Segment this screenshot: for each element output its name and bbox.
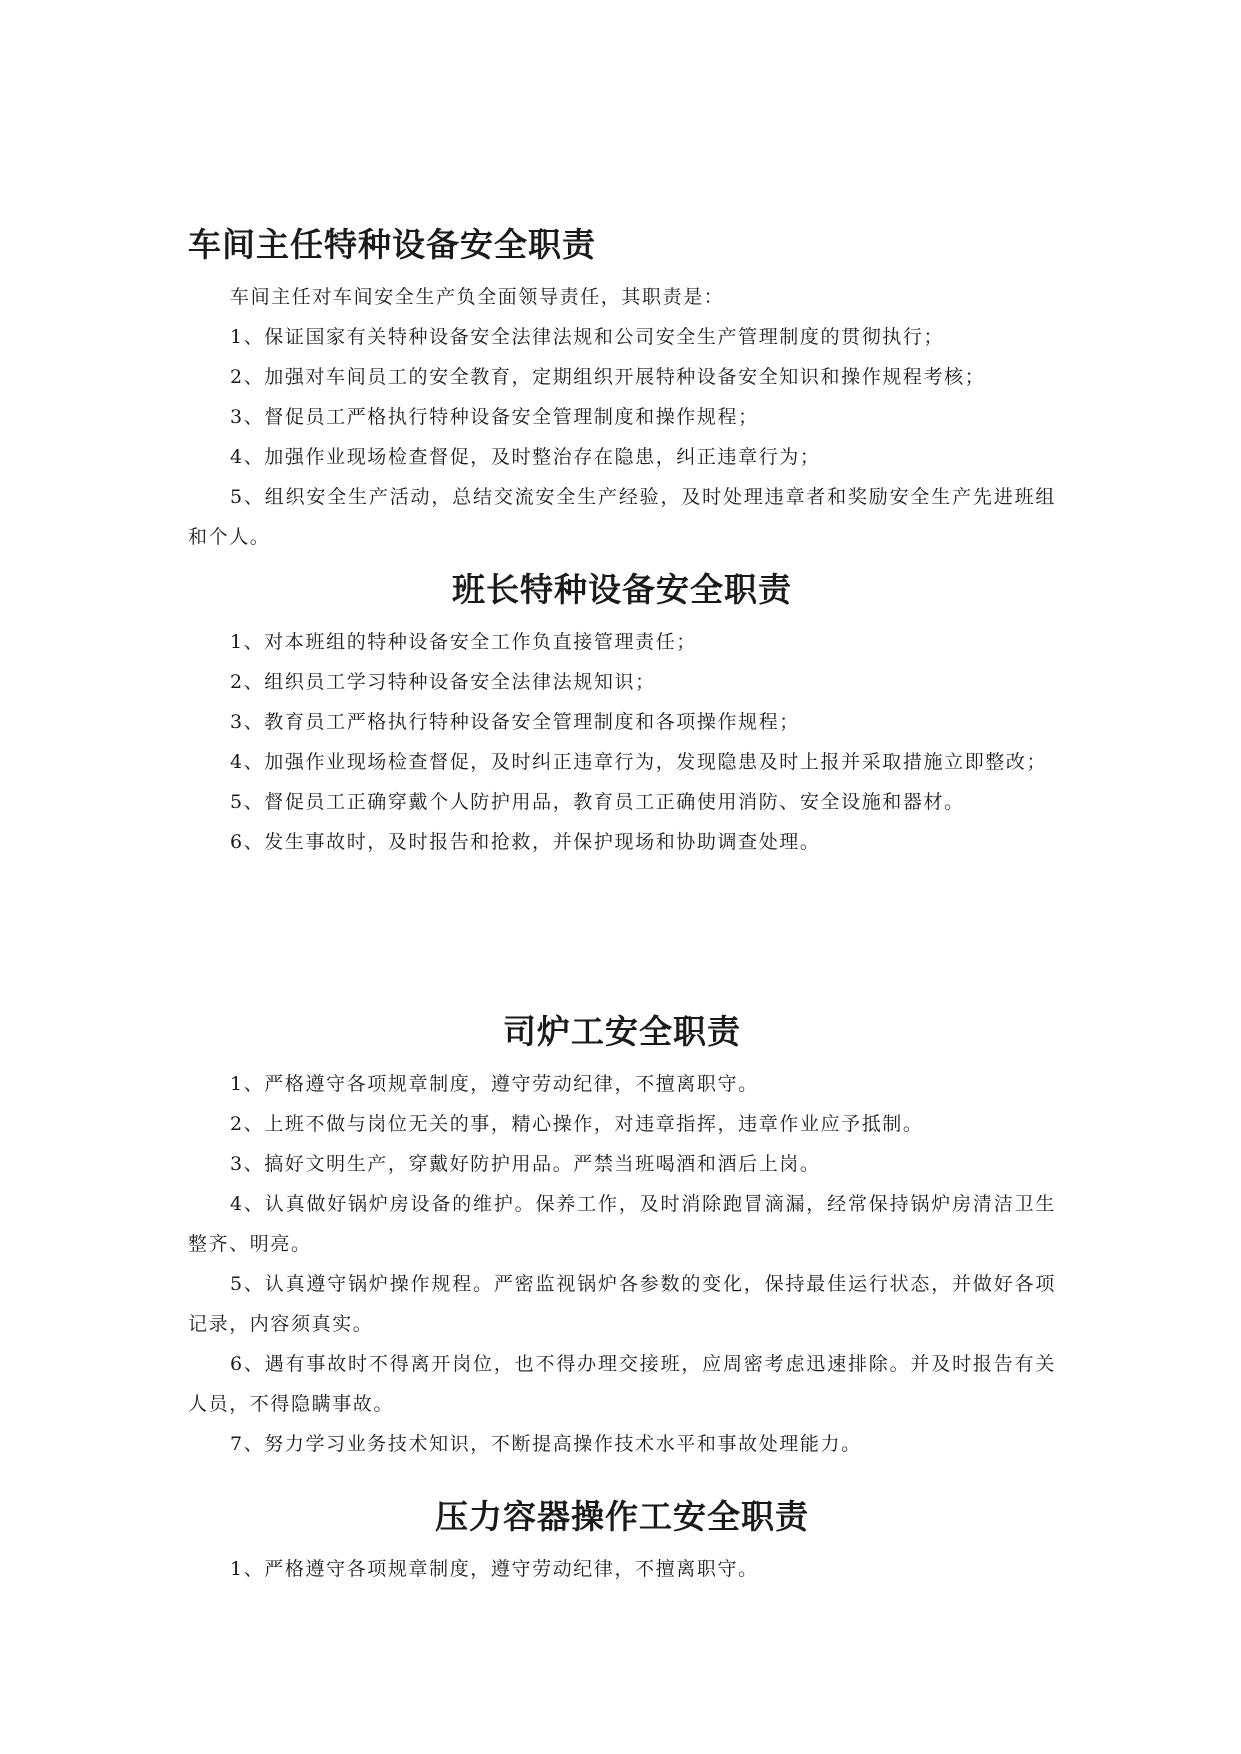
section-title: 司炉工安全职责 [503,1012,741,1051]
paragraph: 4、认真做好锅炉房设备的维护。保养工作，及时消除跑冒滴漏，经常保持锅炉房清洁卫生整齐、明亮。 [188,1193,1056,1255]
paragraph: 2、上班不做与岗位无关的事，精心操作，对违章指挥，违章作业应予抵制。 [230,1113,924,1135]
section-workshop-director [188,223,1056,557]
section-title: 班长特种设备安全职责 [452,570,792,609]
paragraph: 6、遇有事故时不得离开岗位，也不得办理交接班，应周密考虑迅速排除。并及时报告有关人员，不得隐瞒事故。 [188,1353,1056,1415]
paragraph: 4、加强作业现场检查督促，及时整治存在隐患，纠正违章行为； [230,446,821,468]
section-pressure-vessel-operator [188,1495,1056,1589]
paragraph: 5、认真遵守锅炉操作规程。严密监视锅炉各参数的变化，保持最佳运行状态，并做好各项记录，内容须真实。 [188,1273,1056,1335]
paragraph: 2、组织员工学习特种设备安全法律法规知识； [230,671,656,693]
paragraph: 1、保证国家有关特种设备安全法律法规和公司安全生产管理制度的贯彻执行； [230,326,945,348]
paragraph: 5、督促员工正确穿戴个人防护用品，教育员工正确使用消防、安全设施和器材。 [230,791,965,813]
section-title: 车间主任特种设备安全职责 [188,225,596,264]
paragraph: 3、搞好文明生产，穿戴好防护用品。严禁当班喝酒和酒后上岗。 [230,1153,821,1175]
paragraph: 4、加强作业现场检查督促，及时纠正违章行为，发现隐患及时上报并采取措施立即整改； [230,751,1048,773]
paragraph: 7、努力学习业务技术知识，不断提高操作技术水平和事故处理能力。 [230,1433,862,1455]
section-team-leader [188,568,1056,862]
paragraph: 1、对本班组的特种设备安全工作负直接管理责任； [230,631,697,653]
paragraph: 车间主任对车间安全生产负全面领导责任，其职责是： [230,286,725,308]
paragraph: 3、督促员工严格执行特种设备安全管理制度和操作规程； [230,406,759,428]
paragraph: 1、严格遵守各项规章制度，遵守劳动纪律，不擅离职守。 [230,1073,759,1095]
paragraph: 1、严格遵守各项规章制度，遵守劳动纪律，不擅离职守。 [230,1558,759,1580]
paragraph: 3、教育员工严格执行特种设备安全管理制度和各项操作规程； [230,711,800,733]
paragraph: 6、发生事故时，及时报告和抢救，并保护现场和协助调查处理。 [230,831,821,853]
section-title: 压力容器操作工安全职责 [435,1497,809,1536]
document-page [188,0,1056,1754]
paragraph: 2、加强对车间员工的安全教育，定期组织开展特种设备安全知识和操作规程考核； [230,366,986,388]
paragraph: 5、组织安全生产活动，总结交流安全生产经验，及时处理违章者和奖励安全生产先进班组和个人。 [188,486,1056,548]
section-boiler-operator [188,1010,1056,1464]
